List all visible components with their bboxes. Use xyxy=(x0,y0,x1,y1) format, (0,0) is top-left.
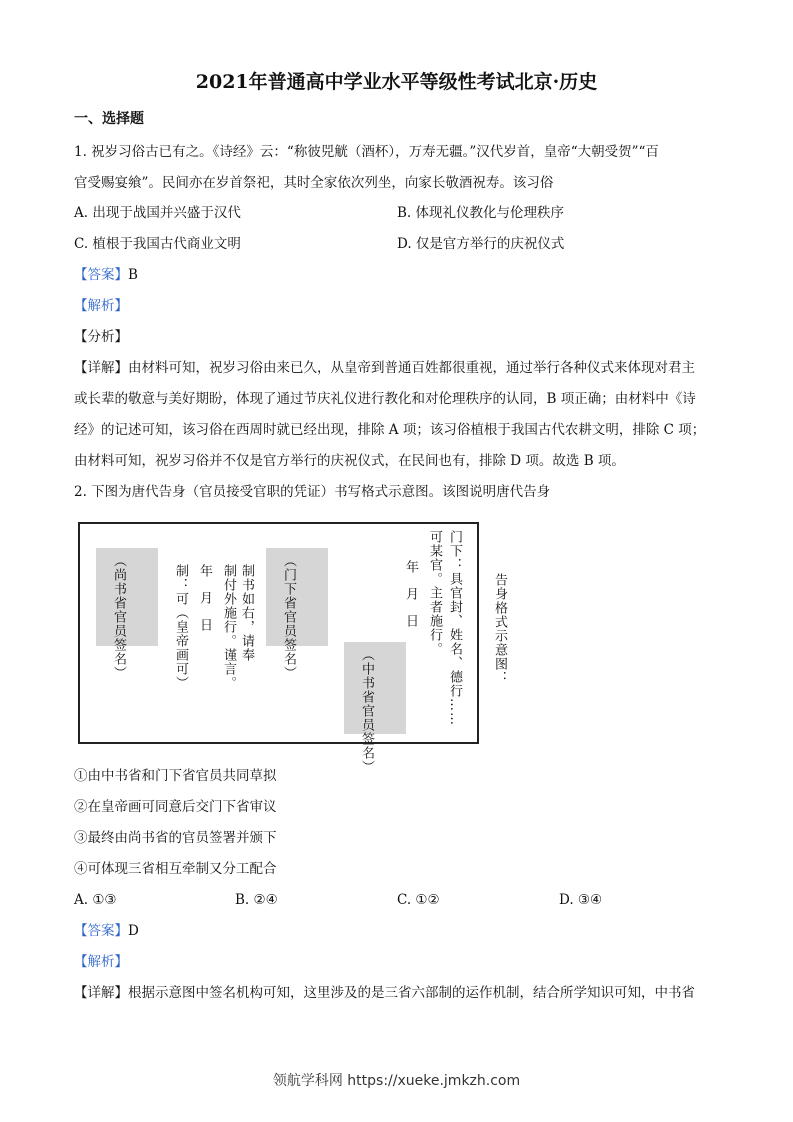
q1-stem-line-2: 官受赐宴飨”。民间亦在岁首祭祀，其时全家依次列坐，向家长敬酒祝寿。该习俗 xyxy=(74,175,554,191)
gaoshen-diagram xyxy=(78,522,479,774)
zhishu-column-1: 制书如右，请奉 xyxy=(239,564,254,662)
q1-fenxi: 【分析】 xyxy=(74,329,128,345)
answer-value: B xyxy=(128,267,138,283)
zhishu-column-2: 制付外施行。谨言。 xyxy=(221,564,236,690)
q2-item-2: ②在皇帝画可同意后交门下省审议 xyxy=(74,799,277,815)
menxia-signature-text: （门下省官员签名） xyxy=(281,554,296,680)
kemou-column: 可某官。主者施行。 xyxy=(427,530,442,656)
q1-option-b: B. 体现礼仪教化与伦理秩序 xyxy=(397,205,565,221)
q1-option-a: A. 出现于战国并兴盛于汉代 xyxy=(74,205,241,221)
menxia-text-column: 门下：具官封、姓名、德行…… xyxy=(447,530,462,726)
q1-detail-line-2: 或长辈的敬意与美好期盼，体现了通过节庆礼仪进行教化和对伦理秩序的认同，B 项正确；由材料中《诗 xyxy=(74,391,696,407)
q1-option-c: C. 植根于我国古代商业文明 xyxy=(74,236,241,252)
q2-option-b: B. ②④ xyxy=(235,892,278,908)
q1-answer xyxy=(74,266,138,284)
diagram-caption: 告身格式示意图： xyxy=(492,573,507,685)
q2-detail-line-1 xyxy=(74,984,695,1002)
q2-option-c: C. ①② xyxy=(397,892,440,908)
q1-detail-line-4: 由材料可知，祝岁习俗并不仅是官方举行的庆祝仪式，在民间也有，排除 D 项。故选 B 项。 xyxy=(74,453,625,469)
q2-item-4: ④可体现三省相互牵制又分工配合 xyxy=(74,861,277,877)
zhongshu-signature-box xyxy=(344,642,406,774)
menxia-signature-box xyxy=(266,548,328,680)
date-column-2: 年 月 日 xyxy=(403,560,418,633)
q1-option-d: D. 仅是官方举行的庆祝仪式 xyxy=(397,236,565,252)
shangshu-signature-text: （尚书省官员签名） xyxy=(111,554,126,680)
answer-tag: 【答案】 xyxy=(74,267,128,283)
q2-analysis-tag: 【解析】 xyxy=(74,954,128,970)
section-heading: 一、选择题 xyxy=(74,111,144,127)
detail-tag: 【详解】 xyxy=(74,985,128,1001)
q1-analysis-tag: 【解析】 xyxy=(74,298,128,314)
detail-tag: 【详解】 xyxy=(74,360,128,376)
answer-tag: 【答案】 xyxy=(74,923,128,939)
q2-answer xyxy=(74,922,139,940)
shangshu-signature-box xyxy=(96,548,158,680)
q1-stem-line-1: 1. 祝岁习俗古已有之。《诗经》云：“称彼兕觥（酒杯），万寿无疆。”汉代岁首，皇帝“大朝受贺”“百 xyxy=(74,144,659,160)
answer-value: D xyxy=(128,923,139,939)
detail-text: 由材料可知，祝岁习俗由来已久，从皇帝到普通百姓都很重视，通过举行各种仪式来体现对君主 xyxy=(128,360,695,376)
q1-detail-line-1 xyxy=(74,359,695,377)
date-column-1: 年 月 日 xyxy=(197,564,212,637)
zhi-ke-column: 制：可（皇帝画可） xyxy=(173,564,188,690)
q2-stem: 2. 下图为唐代告身（官员接受官职的凭证）书写格式示意图。该图说明唐代告身 xyxy=(74,484,551,500)
q2-item-1: ①由中书省和门下省官员共同草拟 xyxy=(74,768,277,784)
q2-item-3: ③最终由尚书省的官员签署并颁下 xyxy=(74,830,277,846)
detail-text: 根据示意图中签名机构可知，这里涉及的是三省六部制的运作机制，结合所学知识可知，中书省 xyxy=(128,985,695,1001)
q1-detail-line-3: 经》的记述可知，该习俗在西周时就已经出现，排除 A 项；该习俗植根于我国古代农耕文明，排除 C 项； xyxy=(74,422,706,438)
page-title: 2021年普通高中学业水平等级性考试北京·历史 xyxy=(195,71,598,93)
page-footer: 领航学科网 https://xueke.jmkzh.com xyxy=(272,1073,521,1089)
q2-option-a: A. ①③ xyxy=(74,892,117,908)
q2-option-d: D. ③④ xyxy=(559,892,603,908)
zhongshu-signature-text: （中书省官员签名） xyxy=(359,648,374,774)
